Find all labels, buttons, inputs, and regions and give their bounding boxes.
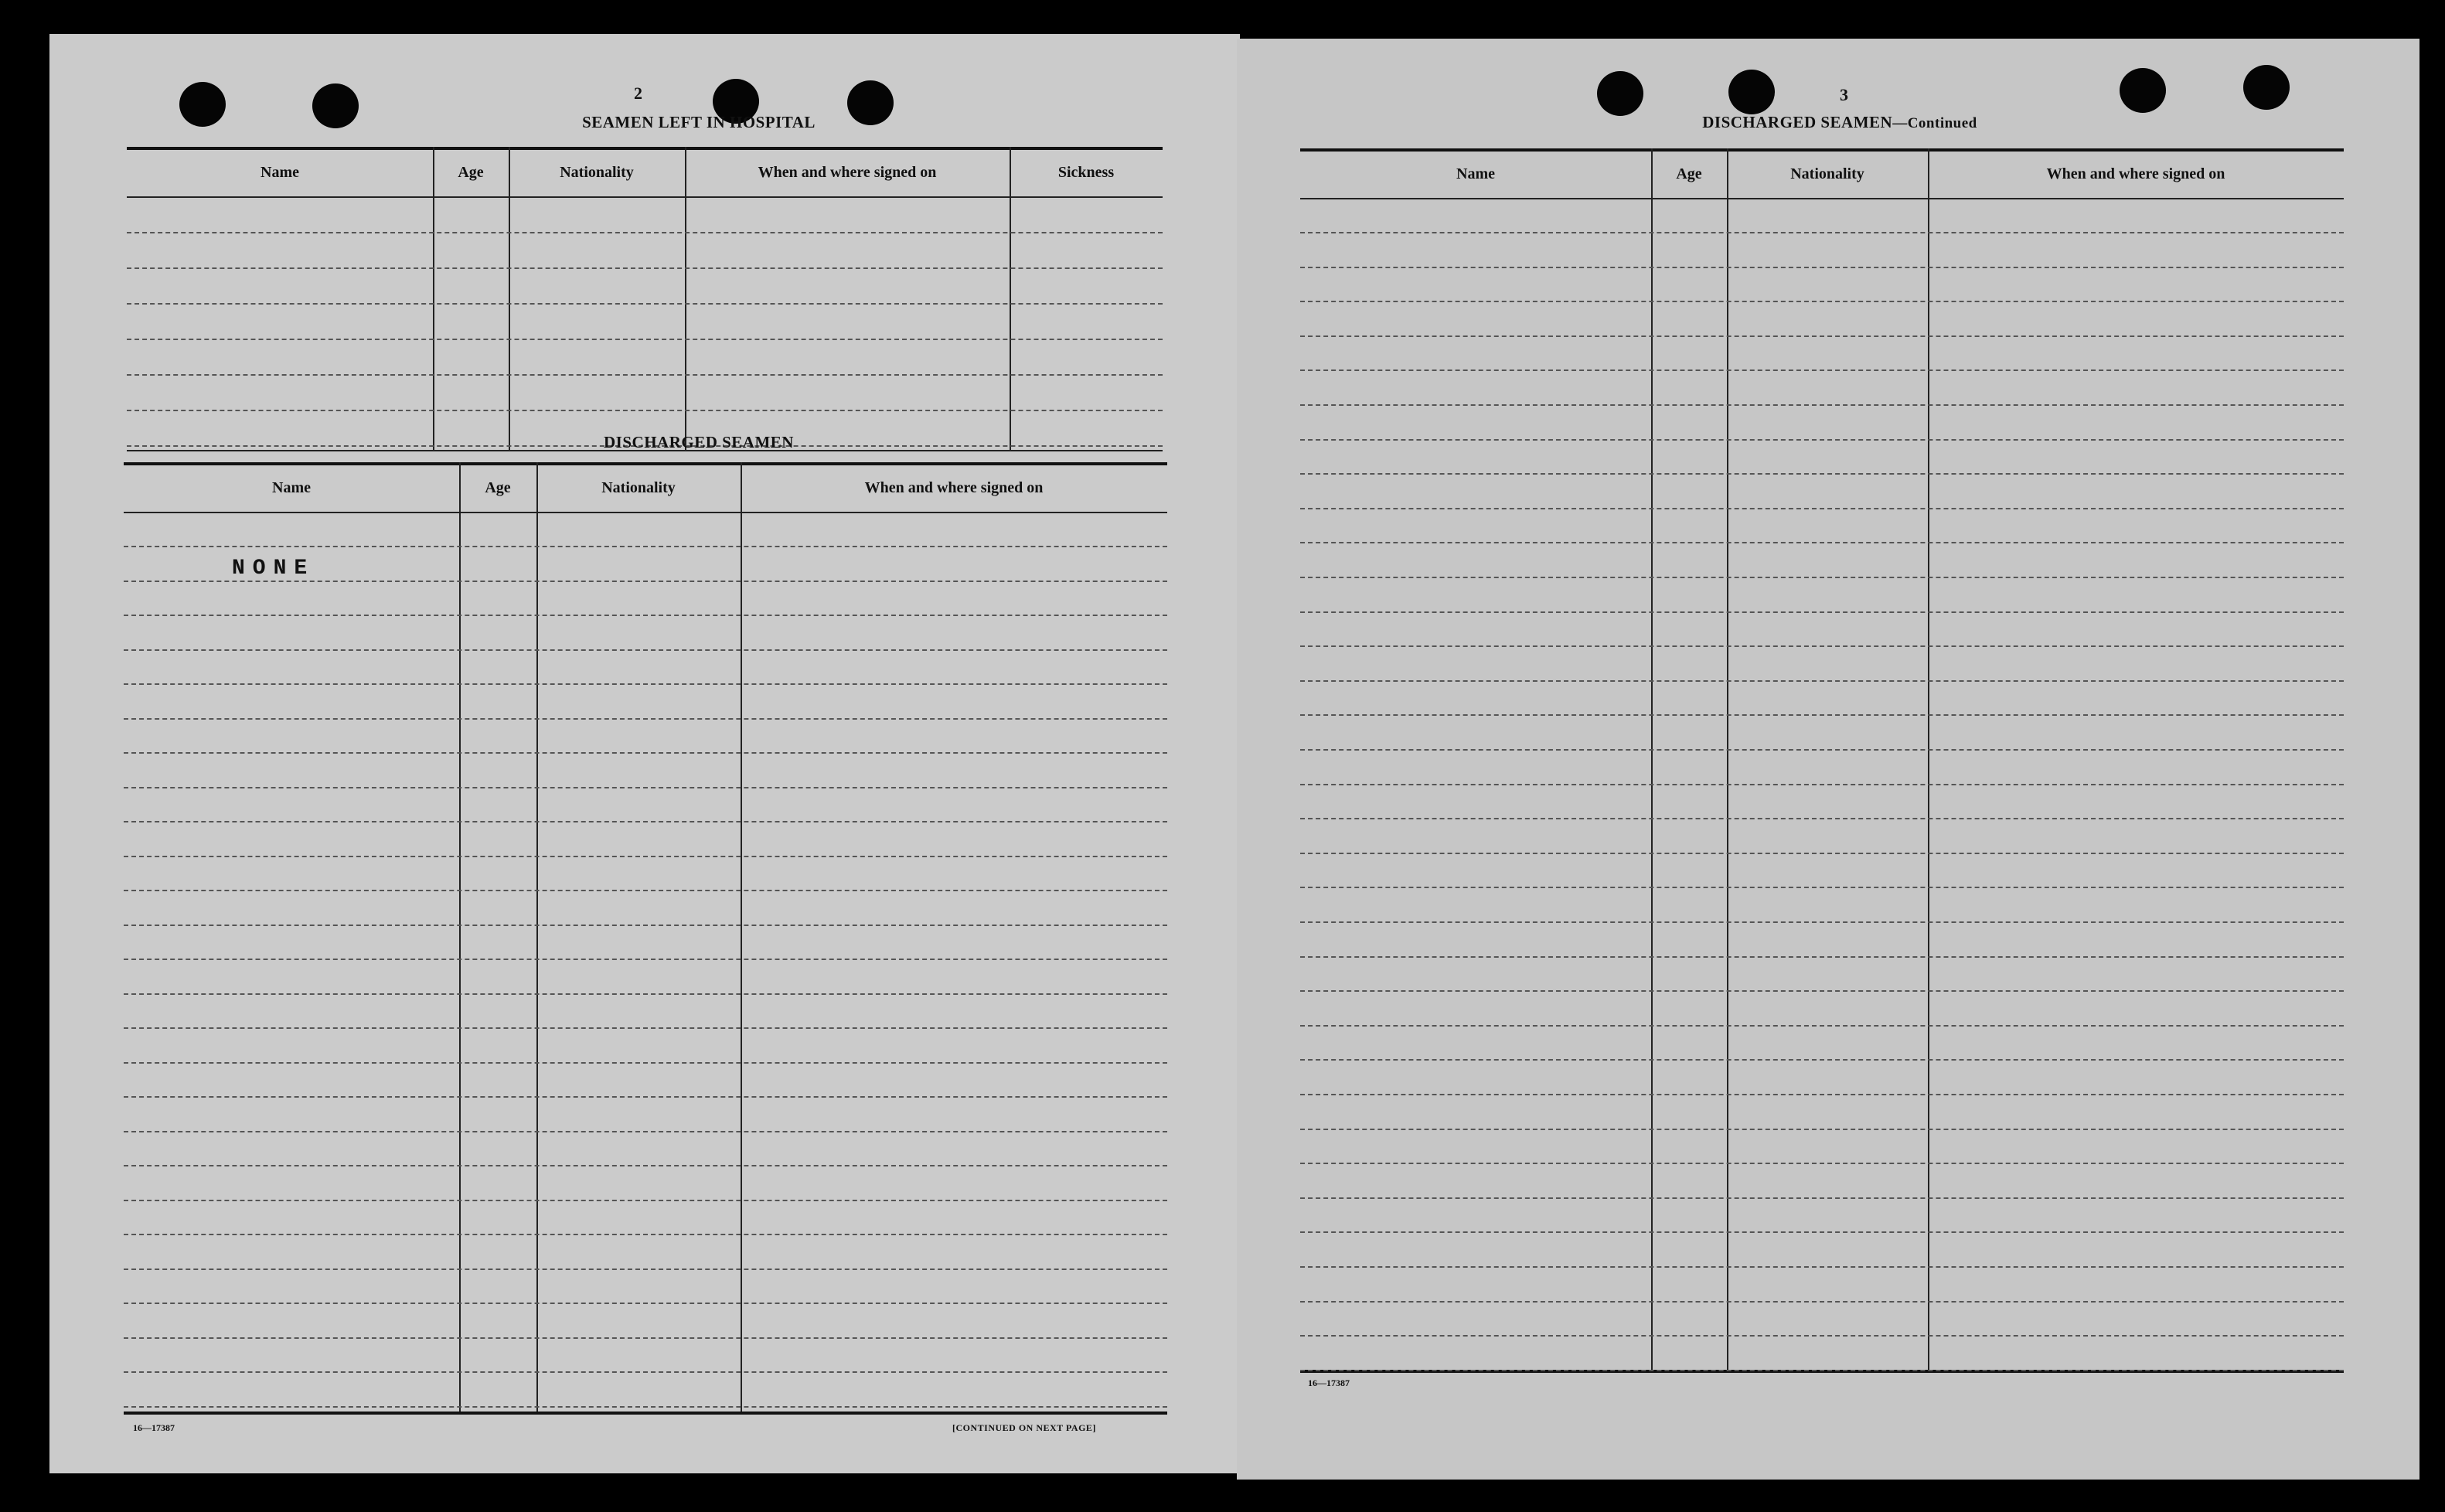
col-signed-on: When and where signed on [864, 479, 1044, 496]
col-nationality: Nationality [1790, 165, 1864, 182]
hospital-table-title: SEAMEN LEFT IN HOSPITAL [582, 113, 816, 131]
col-age: Age [1676, 165, 1702, 182]
ruling-line [124, 649, 1167, 651]
punch-hole [312, 83, 359, 128]
col-age: Age [485, 479, 511, 496]
ruling-line [1300, 749, 2344, 751]
punch-hole [179, 82, 226, 127]
ruling-line [1300, 818, 2344, 819]
ruling-line [1300, 473, 2344, 475]
ruling-line [124, 1131, 1167, 1132]
ruling-line [1300, 1197, 2344, 1199]
page-number: 3 [1840, 85, 1848, 104]
ruling-line [127, 303, 1163, 305]
col-age: Age [458, 164, 484, 181]
ruling-line [124, 959, 1167, 960]
ruling-line [1300, 1266, 2344, 1268]
ruling-line [127, 410, 1163, 411]
ruling-line [1300, 1025, 2344, 1027]
ruling-line [127, 374, 1163, 376]
ruling-line [1300, 1094, 2344, 1095]
ruling-line [124, 890, 1167, 891]
ruling-line [1300, 1059, 2344, 1061]
right-page [1237, 39, 2419, 1480]
ruling-line [124, 821, 1167, 822]
col-nationality: Nationality [560, 164, 634, 181]
ruling-line [124, 1096, 1167, 1098]
left-page [49, 34, 1240, 1473]
continued-note: [CONTINUED ON NEXT PAGE] [952, 1422, 1096, 1433]
ruling-line [127, 267, 1163, 269]
ruling-line [1300, 1301, 2344, 1303]
col-name: Name [261, 164, 299, 181]
ruling-line [124, 1062, 1167, 1064]
ruling-line [124, 1371, 1167, 1373]
ruling-line [1300, 542, 2344, 543]
ruling-line [1300, 1335, 2344, 1337]
ruling-line [1300, 714, 2344, 716]
col-signed-on: When and where signed on [2046, 165, 2225, 182]
col-sickness: Sickness [1057, 164, 1115, 181]
punch-hole [2120, 68, 2166, 113]
page-number: 2 [634, 83, 642, 103]
col-name: Name [272, 479, 311, 496]
ruling-line [1300, 1129, 2344, 1130]
ruling-line [1300, 439, 2344, 441]
ruling-line [124, 546, 1167, 547]
ruling-line [1300, 784, 2344, 785]
punch-hole [2243, 65, 2290, 110]
ruling-line [1300, 887, 2344, 888]
discharged-title-suffix: —Continued [1892, 115, 1977, 131]
hospital-table [127, 147, 1163, 451]
ruling-line [1300, 1163, 2344, 1164]
ruling-line [124, 1303, 1167, 1304]
punch-hole [1597, 71, 1643, 116]
ruling-line [1300, 956, 2344, 958]
ruling-line [1300, 301, 2344, 302]
ruling-line [1300, 680, 2344, 682]
form-number: 16—17387 [133, 1422, 175, 1433]
ruling-line [1300, 990, 2344, 992]
ruling-line [1300, 335, 2344, 337]
ruling-line [124, 1269, 1167, 1270]
ruling-line [127, 232, 1163, 233]
ruling-line [124, 925, 1167, 926]
ruling-line [124, 683, 1167, 685]
ruling-line [1300, 921, 2344, 923]
form-number: 16—17387 [1308, 1377, 1350, 1388]
ruling-line [124, 1027, 1167, 1029]
punch-hole [1728, 70, 1775, 114]
ruling-line [1300, 611, 2344, 613]
ruling-line [124, 993, 1167, 995]
col-name: Name [1456, 165, 1495, 182]
ruling-line [1300, 645, 2344, 647]
ruling-line [124, 1165, 1167, 1166]
ruling-line [1300, 404, 2344, 406]
ruling-line [1300, 232, 2344, 233]
ruling-line [1300, 267, 2344, 268]
ruling-line [124, 856, 1167, 857]
ruling-line [124, 787, 1167, 788]
discharged-title-main: DISCHARGED SEAMEN [1702, 113, 1893, 131]
discharged-table-title: DISCHARGED SEAMEN [604, 433, 794, 451]
col-signed-on: When and where signed on [758, 164, 937, 181]
ruling-line [124, 1234, 1167, 1235]
ruling-line [124, 718, 1167, 720]
discharged-continued-title [1639, 113, 2041, 132]
discharged-continued-table [1300, 148, 2344, 1373]
ruling-line [124, 1337, 1167, 1339]
ruling-line [124, 1200, 1167, 1201]
ruling-line [1300, 1231, 2344, 1233]
none-entry: NONE [232, 557, 315, 581]
ruling-line [124, 615, 1167, 616]
ruling-line [1300, 1370, 2344, 1371]
ruling-line [1300, 853, 2344, 854]
ruling-line [1300, 369, 2344, 371]
col-nationality: Nationality [601, 479, 676, 496]
ruling-line [124, 1406, 1167, 1408]
discharged-table [124, 462, 1167, 1415]
ruling-line [124, 752, 1167, 754]
ruling-line [1300, 508, 2344, 509]
ruling-line [127, 339, 1163, 340]
ruling-line [1300, 577, 2344, 578]
